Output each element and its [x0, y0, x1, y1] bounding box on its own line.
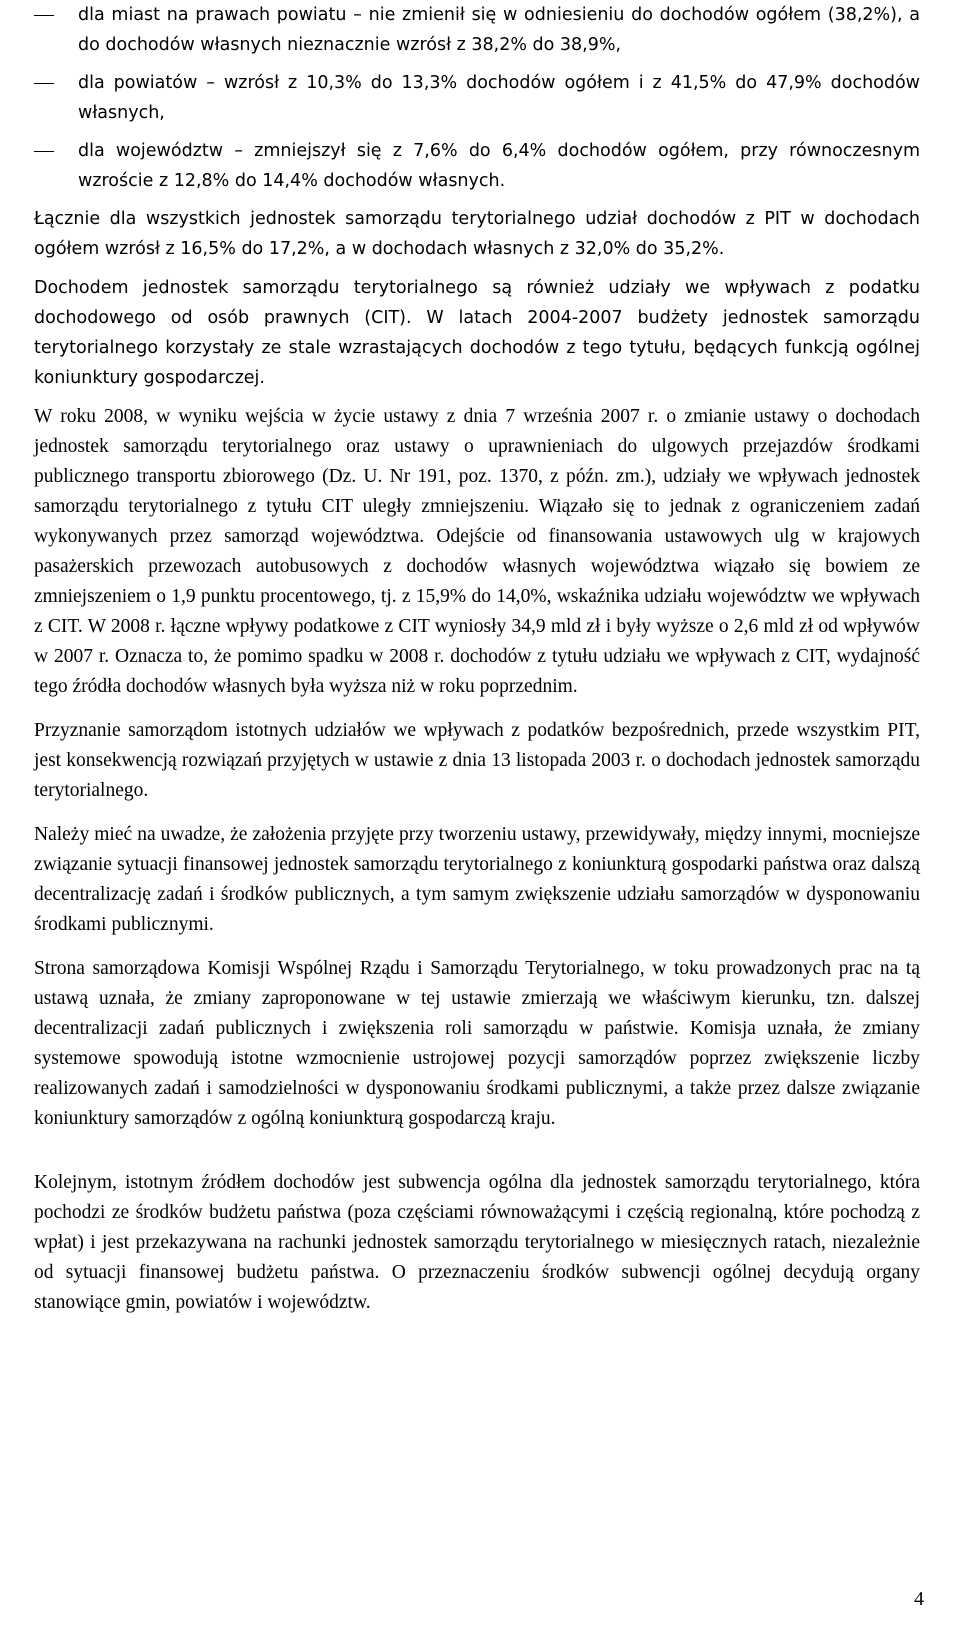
- list-item: [34, 68, 920, 128]
- bullet-text: dla powiatów – wzrósł z 10,3% do 13,3% dochodów ogółem i z 41,5% do 47,9% dochodów własnych,: [78, 73, 920, 123]
- list-item: [34, 0, 920, 60]
- paragraph-shares-granting: Przyznanie samorządom istotnych udziałów we wpływach z podatków bezpośrednich, przede wszystkim PIT, jest konsekwencją rozwiązań przyjętych w ustawie z dnia 13 listopada 2003 r. o dochodach jednostek samorządu terytorialnego.: [34, 720, 920, 801]
- dash-bullet-icon: [34, 83, 54, 84]
- document-page: [34, 0, 920, 1332]
- paragraph-cit-income: Dochodem jednostek samorządu terytorialnego są również udziały we wpływach z podatku dochodowego od osób prawnych (CIT). W latach 2004-2007 budżety jednostek samorządu terytorialnego korzystały ze stale wzrastających dochodów z tego tytułu, będących funkcją ogólnej koniunktury gospodarczej.: [34, 278, 920, 388]
- page-number: 4: [914, 1588, 924, 1610]
- dash-bullet-icon: [34, 15, 54, 16]
- bullet-text: dla miast na prawach powiatu – nie zmienił się w odniesieniu do dochodów ogółem (38,2%), a do dochodów własnych nieznacznie wzrósł z 38,2% do 38,9%,: [78, 5, 920, 55]
- paragraph-commission: Strona samorządowa Komisji Wspólnej Rządu i Samorządu Terytorialnego, w toku prowadzonych prac na tą ustawą uznała, że zmiany zaproponowane w tej ustawie zmierzają we właściwym kierunku, tzn. dalszej decentralizacji zadań publicznych i zwiększenia roli samorządu w państwie. Komisja uznała, że zmiany systemowe spowodują istotne wzmocnienie ustrojowej pozycji samorządów poprzez zwiększenie liczby realizowanych zadań i samodzielności w dysponowaniu środkami publicznymi, a także przez dalsze związanie koniunktury samorządów z ogólną koniunkturą gospodarczą kraju.: [34, 958, 920, 1129]
- paragraph-pit-share: Łącznie dla wszystkich jednostek samorządu terytorialnego udział dochodów z PIT w dochodach ogółem wzrósł z 16,5% do 17,2%, a w dochodach własnych z 32,0% do 35,2%.: [34, 209, 920, 259]
- dash-bullet-icon: [34, 151, 54, 152]
- paragraph-assumptions: Należy mieć na uwadze, że założenia przyjęte przy tworzeniu ustawy, przewidywały, między innymi, mocniejsze związanie sytuacji finansowej jednostek samorządu terytorialnego z koniunkturą gospodarki państwa oraz dalszą decentralizację zadań i środków publicznych, a tym samym zwiększenie udziału samorządów w dysponowaniu środkami publicznymi.: [34, 824, 920, 935]
- paragraph-subsidy: Kolejnym, istotnym źródłem dochodów jest subwencja ogólna dla jednostek samorządu terytorialnego, która pochodzi ze środków budżetu państwa (poza częściami równoważącymi i częścią regionalną, które pochodzą z wpłat) i jest przekazywana na rachunki jednostek samorządu terytorialnego w miesięcznych ratach, niezależnie od sytuacji finansowej budżetu państwa. O przeznaczeniu środków subwencji ogólnej decydują organy stanowiące gmin, powiatów i województw.: [34, 1172, 920, 1313]
- paragraph-year-2008: W roku 2008, w wyniku wejścia w życie ustawy z dnia 7 września 2007 r. o zmianie ustawy o dochodach jednostek samorządu terytorialnego oraz ustawy o uprawnieniach do ulgowych przejazdów środkami publicznego transportu zbiorowego (Dz. U. Nr 191, poz. 1370, z późn. zm.), udziały we wpływach jednostek samorządu terytorialnego z tytułu CIT uległy zmniejszeniu. Wiązało się to jednak z ograniczeniem zadań wykonywanych przez samorząd województwa. Odejście od finansowania ustawowych ulg w krajowych pasażerskich przewozach autobusowych z dochodów własnych województwa wiązało się bowiem ze zmniejszeniem o 1,9 punktu procentowego, tj. z 15,9% do 14,0%, wskaźnika udziału województw we wpływach z CIT. W 2008 r. łączne wpływy podatkowe z CIT wyniosły 34,9 mld zł i były wyższe o 2,6 mld zł od wpływów w 2007 r. Oznacza to, że pomimo spadku w 2008 r. dochodów z tytułu udziału we wpływach z CIT, wydajność tego źródła dochodów własnych była wyższa niż w roku poprzednim.: [34, 406, 920, 697]
- bullet-list: [34, 0, 920, 196]
- bullet-text: dla województw – zmniejszył się z 7,6% do 6,4% dochodów ogółem, przy równoczesnym wzroście z 12,8% do 14,4% dochodów własnych.: [78, 141, 920, 191]
- list-item: [34, 136, 920, 196]
